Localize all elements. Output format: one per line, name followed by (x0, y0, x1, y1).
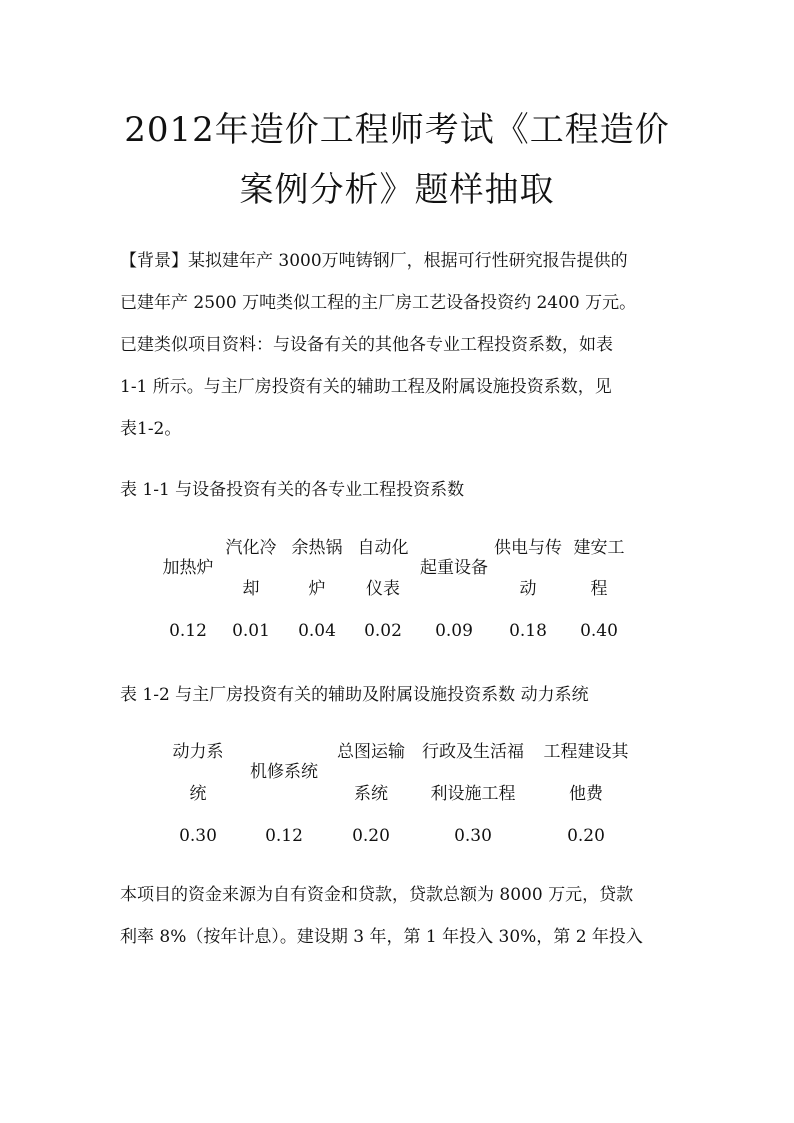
table1-value-cell: 0.09 (435, 621, 473, 641)
table1-header-cell: 自动化 (357, 538, 409, 558)
table2-header-cell: 系统 (354, 784, 388, 804)
table2-header-cell: 总图运输 (337, 742, 405, 762)
table1-value-cell: 0.01 (232, 621, 270, 641)
table1-header-cell: 汽化冷 (225, 538, 277, 558)
table2-value-cell: 0.20 (567, 826, 605, 846)
table1-header-cell: 仪表 (366, 579, 400, 599)
table1-header-cell: 程 (590, 579, 608, 599)
paragraph-line: 利率 8%（按年计息）。建设期 3 年，第 1 年投入 30%，第 2 年投入 (120, 927, 643, 947)
document-title-line-2: 案例分析》题样抽取 (239, 170, 555, 210)
table2-header-cell: 机修系统 (250, 762, 318, 782)
table1-header-cell: 起重设备 (420, 558, 488, 578)
table2-header-cell: 他费 (569, 784, 603, 804)
table1-caption: 表 1-1 与设备投资有关的各专业工程投资系数 (120, 480, 465, 500)
table1-header-cell: 却 (242, 579, 260, 599)
table1-value-cell: 0.18 (509, 621, 547, 641)
table1-header-cell: 炉 (308, 579, 326, 599)
paragraph-line: 已建类似项目资料：与设备有关的其他各专业工程投资系数，如表 (120, 335, 613, 355)
paragraph-line: 1-1 所示。与主厂房投资有关的辅助工程及附属设施投资系数，见 (120, 377, 612, 397)
table2-value-cell: 0.20 (352, 826, 390, 846)
paragraph-line: 已建年产 2500 万吨类似工程的主厂房工艺设备投资约 2400 万元。 (120, 293, 637, 313)
table2-header-cell: 统 (189, 784, 207, 804)
table1-value-cell: 0.02 (364, 621, 402, 641)
table2-header-cell: 工程建设其 (543, 742, 629, 762)
document-title-line-1: 2012年造价工程师考试《工程造价 (124, 110, 670, 150)
table1-header-cell: 动 (519, 579, 537, 599)
table2-header-cell: 动力系 (172, 742, 224, 762)
closing-paragraph (120, 874, 680, 958)
table2-caption: 表 1-2 与主厂房投资有关的辅助及附属设施投资系数 动力系统 (120, 685, 589, 705)
table2-value-cell: 0.30 (179, 826, 217, 846)
paragraph-line: 表1-2。 (120, 419, 182, 439)
table1-value-cell: 0.04 (298, 621, 336, 641)
table2-value-cell: 0.12 (265, 826, 303, 846)
table1-header-cell: 供电与传 (494, 538, 562, 558)
paragraph-line: 【背景】某拟建年产 3000万吨铸钢厂，根据可行性研究报告提供的 (120, 251, 628, 271)
table1-header-cell: 余热锅 (291, 538, 343, 558)
table2-header-cell: 利设施工程 (430, 784, 516, 804)
background-paragraph (120, 240, 680, 450)
table1-value-cell: 0.40 (580, 621, 618, 641)
table1-value-cell: 0.12 (169, 621, 207, 641)
table1-header-cell: 建安工 (573, 538, 625, 558)
paragraph-line: 本项目的资金来源为自有资金和贷款，贷款总额为 8000 万元，贷款 (120, 885, 634, 905)
table2-value-cell: 0.30 (454, 826, 492, 846)
table2-header-cell: 行政及生活福 (422, 742, 524, 762)
table1-header-cell: 加热炉 (162, 558, 214, 578)
